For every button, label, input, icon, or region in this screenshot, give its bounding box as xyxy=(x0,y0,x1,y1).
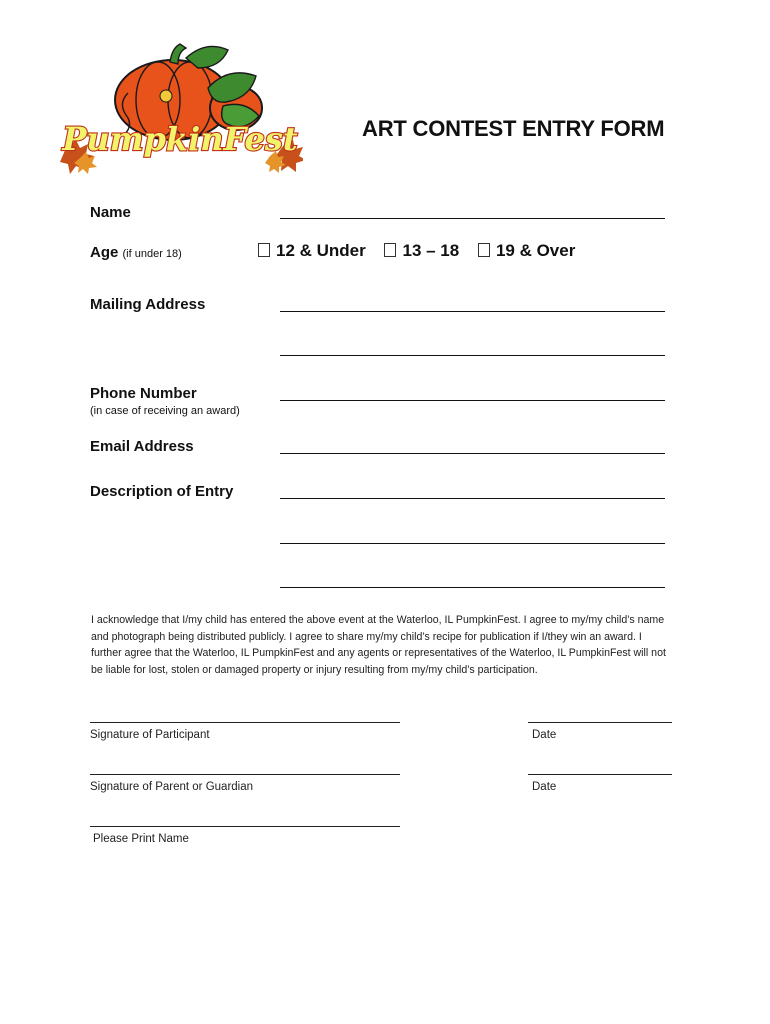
print-name-line[interactable] xyxy=(90,826,400,827)
description-line-2[interactable] xyxy=(280,543,665,544)
age-option-label: 19 & Over xyxy=(495,241,576,260)
description-line-3[interactable] xyxy=(280,587,665,588)
age-option-label: 12 & Under xyxy=(276,241,366,260)
participant-date-line[interactable] xyxy=(528,722,672,723)
name-line[interactable] xyxy=(280,218,665,219)
age-label xyxy=(90,244,182,261)
age-label-text: Age xyxy=(90,244,119,261)
participant-signature-label: Signature of Participant xyxy=(90,729,210,741)
age-option-label: 13 – 18 xyxy=(402,241,460,260)
parent-signature-label: Signature of Parent or Guardian xyxy=(90,781,254,793)
age-note: (if under 18) xyxy=(122,248,182,260)
mailing-address-line-2[interactable] xyxy=(280,355,665,356)
email-address-label: Email Address xyxy=(90,438,194,455)
parent-date-line[interactable] xyxy=(528,774,672,775)
phone-number-label: Phone Number xyxy=(90,385,197,402)
form-title: ART CONTEST ENTRY FORM xyxy=(362,116,665,141)
pumpkinfest-logo xyxy=(58,38,303,178)
age-option-12-under[interactable] xyxy=(258,241,366,261)
email-address-line[interactable] xyxy=(280,453,665,454)
participant-date-label: Date xyxy=(532,729,557,741)
phone-number-line[interactable] xyxy=(280,400,665,401)
mailing-address-label: Mailing Address xyxy=(90,296,206,313)
age-options xyxy=(258,241,589,261)
age-option-19-over[interactable] xyxy=(478,241,575,261)
name-label: Name xyxy=(90,204,131,221)
checkbox-icon[interactable] xyxy=(258,243,270,257)
checkbox-icon[interactable] xyxy=(478,243,490,257)
phone-note: (in case of receiving an award) xyxy=(90,405,240,417)
parent-date-label: Date xyxy=(532,781,557,793)
logo-text: PumpkinFest xyxy=(62,120,298,158)
acknowledgement-text: I acknowledge that I/my child has entered the above event at the Waterloo, IL PumpkinFest. I agree to my/my child’s name and photograph being distributed publicly. I agree to share my/my child’s recipe for publication if I/they win an award. I further agree that the Waterloo, IL PumpkinFest and any agents or representatives of the Waterloo, IL PumpkinFest will not be liable for lost, stolen or damaged property or injury resulting from my/my child’s participation. xyxy=(91,614,666,676)
print-name-label: Please Print Name xyxy=(93,833,189,845)
description-label: Description of Entry xyxy=(90,483,234,500)
participant-signature-line[interactable] xyxy=(90,722,400,723)
checkbox-icon[interactable] xyxy=(384,243,396,257)
age-option-13-18[interactable] xyxy=(384,241,459,261)
parent-signature-line[interactable] xyxy=(90,774,400,775)
mailing-address-line-1[interactable] xyxy=(280,311,665,312)
description-line-1[interactable] xyxy=(280,498,665,499)
